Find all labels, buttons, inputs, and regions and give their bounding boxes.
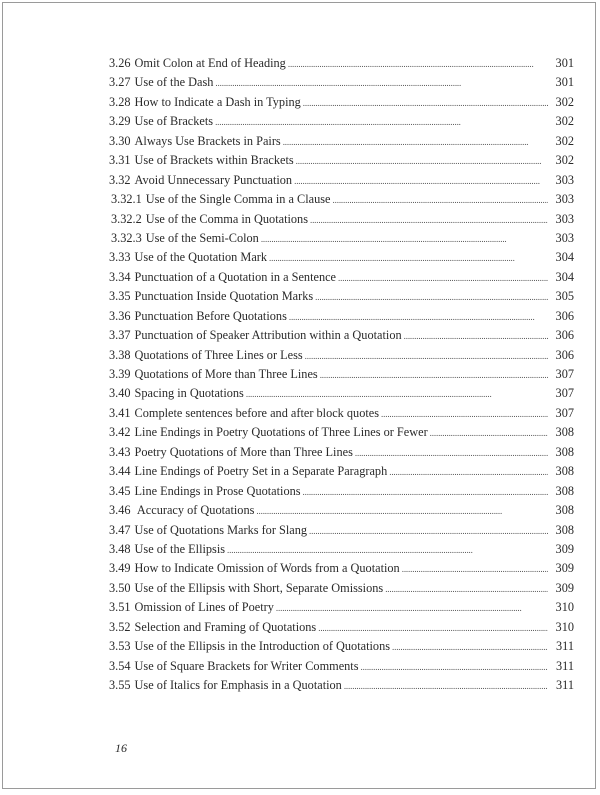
toc-entry-page: 305 xyxy=(555,289,574,304)
toc-entry-number: 3.32.1 xyxy=(111,192,142,207)
toc-entry xyxy=(109,384,574,403)
toc-entry-page: 301 xyxy=(555,75,574,90)
toc-entry xyxy=(109,598,574,617)
dot-leader xyxy=(288,55,548,74)
toc-entry-title: Line Endings of Poetry Set in a Separate Paragraph xyxy=(134,464,388,479)
toc-entry xyxy=(109,559,574,578)
toc-entry-number: 3.41 xyxy=(109,405,131,420)
toc-entry-number: 3.55 xyxy=(109,678,131,692)
toc-entry-page: 306 xyxy=(555,347,574,362)
dot-leader xyxy=(344,677,548,696)
toc-entry-title: Omission of Lines of Poetry xyxy=(134,600,274,615)
toc-entry-page: 303 xyxy=(555,192,574,207)
toc-entry-number: 3.50 xyxy=(109,580,131,595)
toc-entry-title: Quotations of Three Lines or Less xyxy=(134,347,303,362)
toc-entry xyxy=(109,112,574,131)
dot-leader xyxy=(310,211,548,230)
toc-entry-page: 308 xyxy=(555,522,574,537)
toc-entry-title: Use of Brackets within Brackets xyxy=(134,153,294,168)
toc-entry-title: Omit Colon at End of Heading xyxy=(134,56,286,70)
dot-leader xyxy=(303,483,548,502)
dot-leader xyxy=(246,385,548,404)
toc-entry-number: 3.32.3 xyxy=(111,230,142,245)
toc-entry-number: 3.28 xyxy=(109,94,131,109)
toc-entry-page: 308 xyxy=(555,464,574,479)
dot-leader xyxy=(256,502,548,521)
dot-leader xyxy=(309,522,548,541)
toc-entry-number: 3.40 xyxy=(109,386,131,401)
toc-entry-page: 307 xyxy=(555,386,574,401)
toc-entry-title: Use of the Ellipsis xyxy=(134,541,226,556)
toc-entry-title: Always Use Brackets in Pairs xyxy=(134,133,281,148)
toc-entry xyxy=(109,132,574,151)
toc-entry-number: 3.36 xyxy=(109,308,131,323)
toc-entry-title: Accuracy of Quotations xyxy=(134,503,255,518)
toc-entry-title: Use of the Comma in Quotations xyxy=(145,211,308,226)
dot-leader xyxy=(320,366,548,385)
toc-entry xyxy=(109,404,574,423)
toc-entry-number: 3.53 xyxy=(109,639,131,654)
toc-entry-number: 3.47 xyxy=(109,522,131,537)
toc-entry-number: 3.54 xyxy=(109,658,131,673)
toc-entry-page: 311 xyxy=(556,678,574,692)
toc-entry-title: Use of Italics for Emphasis in a Quotation xyxy=(134,678,342,692)
toc-entry-page: 309 xyxy=(555,541,574,556)
dot-leader xyxy=(215,113,548,132)
toc-entry-number: 3.42 xyxy=(109,425,131,440)
dot-leader xyxy=(333,191,548,210)
toc-entry-title: Punctuation Before Quotations xyxy=(134,308,287,323)
dot-leader xyxy=(276,599,548,618)
toc-entry-page: 306 xyxy=(555,308,574,323)
page-number: 16 xyxy=(115,741,127,755)
toc-entry xyxy=(109,365,574,384)
dot-leader xyxy=(269,249,548,268)
dot-leader xyxy=(315,288,548,307)
toc-entry xyxy=(109,482,574,501)
dot-leader xyxy=(261,230,548,249)
toc-entry-title: Line Endings in Poetry Quotations of Three Lines or Fewer xyxy=(134,425,428,440)
toc-entry-title: Use of the Ellipsis with Short, Separate Omissions xyxy=(134,580,384,595)
toc-entry xyxy=(109,501,574,520)
toc-entry-number: 3.45 xyxy=(109,483,131,498)
toc-entry-number: 3.37 xyxy=(109,328,131,343)
dot-leader xyxy=(404,327,548,346)
dot-leader xyxy=(389,463,548,482)
toc-entry-title: Punctuation of a Quotation in a Sentence xyxy=(134,269,337,284)
toc-entry-page: 303 xyxy=(555,211,574,226)
toc-entry-title: Complete sentences before and after block quotes xyxy=(134,405,380,420)
toc-entry xyxy=(109,346,574,365)
dot-leader xyxy=(361,658,548,677)
toc-entry xyxy=(109,248,574,267)
toc-entry xyxy=(109,540,574,559)
toc-entry-title: Use of the Quotation Mark xyxy=(134,250,268,265)
toc-entry-page: 308 xyxy=(555,503,574,518)
toc-entry-page: 309 xyxy=(555,580,574,595)
toc-entry-title: Use of Square Brackets for Writer Comments xyxy=(134,658,359,673)
dot-leader xyxy=(381,405,548,424)
toc-entry-number: 3.31 xyxy=(109,153,131,168)
toc-entry xyxy=(109,657,574,676)
toc-entry-number: 3.27 xyxy=(109,75,131,90)
toc-entry-page: 302 xyxy=(555,153,574,168)
toc-entry-title: Use of the Ellipsis in the Introduction of Quotations xyxy=(134,639,390,654)
toc-entry-page: 310 xyxy=(555,600,574,615)
toc-entry-page: 302 xyxy=(555,133,574,148)
toc-entry-title: Poetry Quotations of More than Three Lines xyxy=(134,444,353,459)
toc-entry xyxy=(109,423,574,442)
toc-entry-page: 309 xyxy=(555,561,574,576)
dot-leader xyxy=(296,152,548,171)
toc-entry-page: 306 xyxy=(555,328,574,343)
toc-entry xyxy=(109,171,574,190)
toc-entry-page: 308 xyxy=(555,483,574,498)
toc-entry-page: 302 xyxy=(555,114,574,129)
toc-entry xyxy=(109,93,574,112)
toc-entry xyxy=(109,618,574,637)
toc-entry xyxy=(109,151,574,170)
dot-leader xyxy=(355,444,548,463)
toc-entry-title: Use of Quotations Marks for Slang xyxy=(134,522,308,537)
toc-entry-title: Avoid Unnecessary Punctuation xyxy=(134,172,293,187)
toc-entry-number: 3.32.2 xyxy=(111,211,142,226)
toc-entry-title: Line Endings in Prose Quotations xyxy=(134,483,301,498)
dot-leader xyxy=(385,580,548,599)
dot-leader xyxy=(318,619,548,638)
toc-entry xyxy=(109,637,574,656)
dot-leader xyxy=(305,347,548,366)
toc-entry xyxy=(109,54,574,73)
toc-subentry xyxy=(109,210,574,229)
toc-entry-title: Use of the Dash xyxy=(134,75,214,90)
toc-entry-number: 3.43 xyxy=(109,444,131,459)
toc-entry-number: 3.30 xyxy=(109,133,131,148)
toc-entry-title: Selection and Framing of Quotations xyxy=(134,619,317,634)
toc-entry-number: 3.35 xyxy=(109,289,131,304)
toc-entry xyxy=(109,268,574,287)
toc-entry xyxy=(109,287,574,306)
toc-entry-page: 308 xyxy=(555,425,574,440)
toc-entry-number: 3.38 xyxy=(109,347,131,362)
toc-entry-title: How to Indicate a Dash in Typing xyxy=(134,94,301,109)
toc-entry xyxy=(109,443,574,462)
toc-entry-title: How to Indicate Omission of Words from a Quotation xyxy=(134,561,400,576)
toc-entry-number: 3.32 xyxy=(109,172,131,187)
toc-entry xyxy=(109,579,574,598)
toc-subentry xyxy=(109,190,574,209)
toc-entry-title: Quotations of More than Three Lines xyxy=(134,367,318,381)
toc-entry-number: 3.52 xyxy=(109,619,131,634)
toc-entry xyxy=(109,462,574,481)
toc-entry-page: 311 xyxy=(556,658,574,673)
toc-entry-page: 307 xyxy=(555,367,574,381)
document-page xyxy=(2,2,596,789)
dot-leader xyxy=(283,133,548,152)
dot-leader xyxy=(392,638,548,657)
dot-leader xyxy=(338,269,548,288)
toc-entry-title: Use of the Semi-Colon xyxy=(145,230,259,245)
toc-entry-page: 301 xyxy=(555,56,574,70)
toc-entry xyxy=(109,73,574,92)
toc-entry xyxy=(109,326,574,345)
toc-entry-number: 3.51 xyxy=(109,600,131,615)
dot-leader xyxy=(402,560,548,579)
toc-entry-number: 3.26 xyxy=(109,56,131,70)
toc-entry-page: 307 xyxy=(555,405,574,420)
dot-leader xyxy=(430,424,548,443)
toc-entry-title: Use of Brackets xyxy=(134,114,214,129)
toc-entry xyxy=(109,676,574,695)
toc-entry-title: Use of the Single Comma in a Clause xyxy=(145,192,331,207)
toc-entry-title: Punctuation of Speaker Attribution within a Quotation xyxy=(134,328,402,343)
toc-entry-number: 3.39 xyxy=(109,367,131,381)
toc-entry xyxy=(109,521,574,540)
toc-entry-page: 308 xyxy=(555,444,574,459)
toc-entry xyxy=(109,307,574,326)
toc-entry-title: Punctuation Inside Quotation Marks xyxy=(134,289,314,304)
toc-entry-title: Spacing in Quotations xyxy=(134,386,244,401)
dot-leader xyxy=(227,541,548,560)
toc-entry-page: 303 xyxy=(555,230,574,245)
dot-leader xyxy=(215,74,548,93)
toc-entry-number: 3.49 xyxy=(109,561,131,576)
toc-entry-number: 3.44 xyxy=(109,464,131,479)
toc-entry-number: 3.46 xyxy=(109,503,131,518)
toc-entry-number: 3.29 xyxy=(109,114,131,129)
toc-entry-page: 303 xyxy=(555,172,574,187)
dot-leader xyxy=(294,172,548,191)
toc-entry-page: 302 xyxy=(555,94,574,109)
toc-entry-page: 311 xyxy=(556,639,574,654)
table-of-contents xyxy=(109,54,574,695)
dot-leader xyxy=(289,308,548,327)
toc-entry-number: 3.48 xyxy=(109,541,131,556)
toc-entry-number: 3.34 xyxy=(109,269,131,284)
toc-entry-page: 304 xyxy=(555,269,574,284)
toc-subentry xyxy=(109,229,574,248)
toc-entry-page: 310 xyxy=(555,619,574,634)
dot-leader xyxy=(303,94,548,113)
toc-entry-page: 304 xyxy=(555,250,574,265)
toc-entry-number: 3.33 xyxy=(109,250,131,265)
